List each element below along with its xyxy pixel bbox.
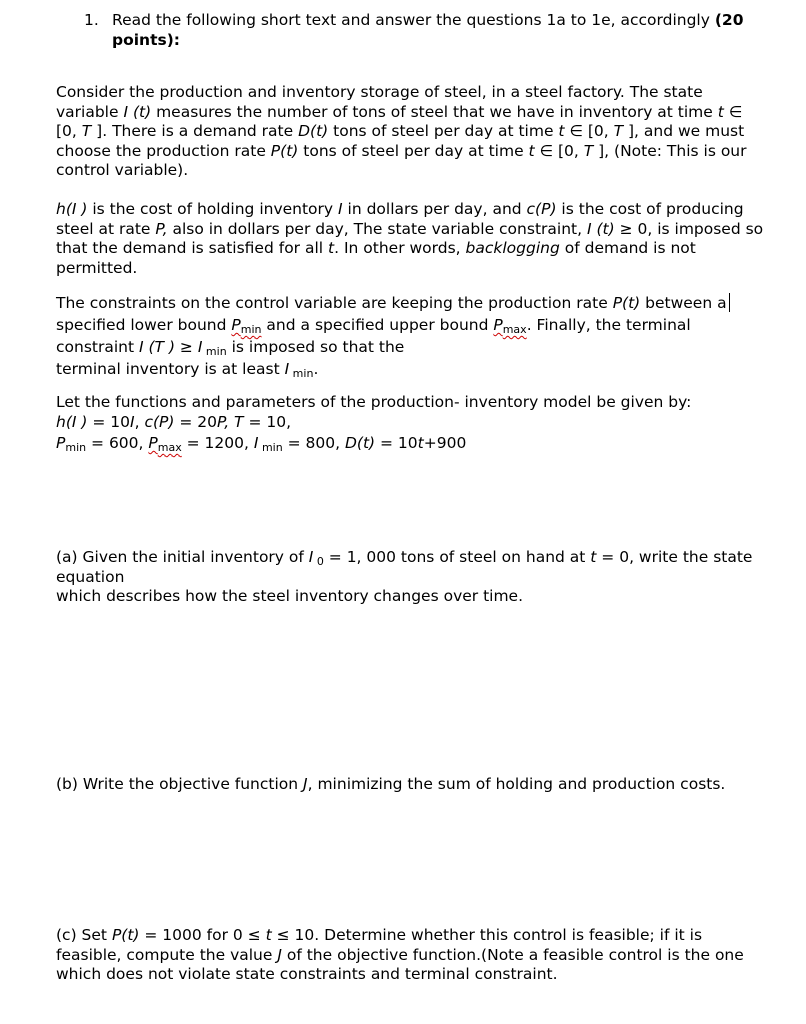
text-line: equation [56,567,125,586]
paragraph-constraints [56,292,768,380]
text-line: permitted. [56,258,138,277]
text-line: which does not violate state constraints and terminal constraint. [56,965,558,983]
question-heading [84,10,774,50]
question-number: 1. [84,11,99,29]
text-line: control variable). [56,161,189,179]
text-line: variable I (t) measures the number of tons of steel that we have in inventory at time t ∈ [56,102,743,121]
text-line: $P_{min} = 600$, $P_{max} = 1200$, I $_{min}$ = 800, D(t) = 10t+900 [56,434,467,454]
heading-text: Read the following short text and answer the questions 1a to 1e, accordingly [112,11,710,29]
text-line: Let the functions and parameters of the production- inventory model be given by: [56,393,692,411]
text-line: which describes how the steel inventory changes over time. [56,587,524,605]
question-c [56,926,768,985]
text-line: that the demand is satisfied for all t. In other words, backlogging of demand is not [56,239,696,257]
text-line: [0, T ]. There is a demand rate D(t) tons of steel per day at time t ∈ [0, T ], and we must [56,122,745,140]
text-line: h(I ) = 10I, c(P) = 20P, T = 10, [56,412,292,431]
text-line: terminal inventory is at least I $_{min}$. [56,360,319,380]
text-line: The constraints on the control variable are keeping the production rate P(t) between a [56,292,768,314]
text-line: (c) Set P(t) = 1000 for 0 ≤ t ≤ 10. Determine whether this control is feasible; if it is [56,926,703,944]
points-label-cont: points): [112,31,181,49]
paragraph-costs [56,200,768,278]
text-line: feasible, compute the value J of the objective function.(Note a feasible control is the one [56,945,744,964]
text-line: choose the production rate P(t) tons of steel per day at time t ∈ [0, T ], (Note: This is our [56,141,747,160]
text-line: h(I ) is the cost of holding inventory I in dollars per day, and c(P) is the cost of producing [56,200,744,218]
paragraph-production-inventory [56,83,768,181]
text-line: constraint I (T ) ≥ I $_{min}$ is imposed so that the [56,338,405,358]
text-line: Consider the production and inventory storage of steel, in a steel factory. The state [56,83,703,101]
text-line: (a) Given the initial inventory of I $_0$ = 1, 000 tons of steel on hand at t = 0, write the state [56,548,753,568]
question-b [56,775,768,795]
text-line: (b) Write the objective function J, minimizing the sum of holding and production costs. [56,775,726,793]
points-label: (20 [714,11,744,29]
text-cursor [729,293,730,312]
text-line: specified lower bound $P_{min}$ and a specified upper bound $P_{max}$. Finally, the terminal [56,316,691,336]
text-line: steel at rate P, also in dollars per day, The state variable constraint, I (t) ≥ 0, is imposed so [56,219,764,238]
paragraph-parameters [56,393,768,454]
question-a [56,548,768,607]
